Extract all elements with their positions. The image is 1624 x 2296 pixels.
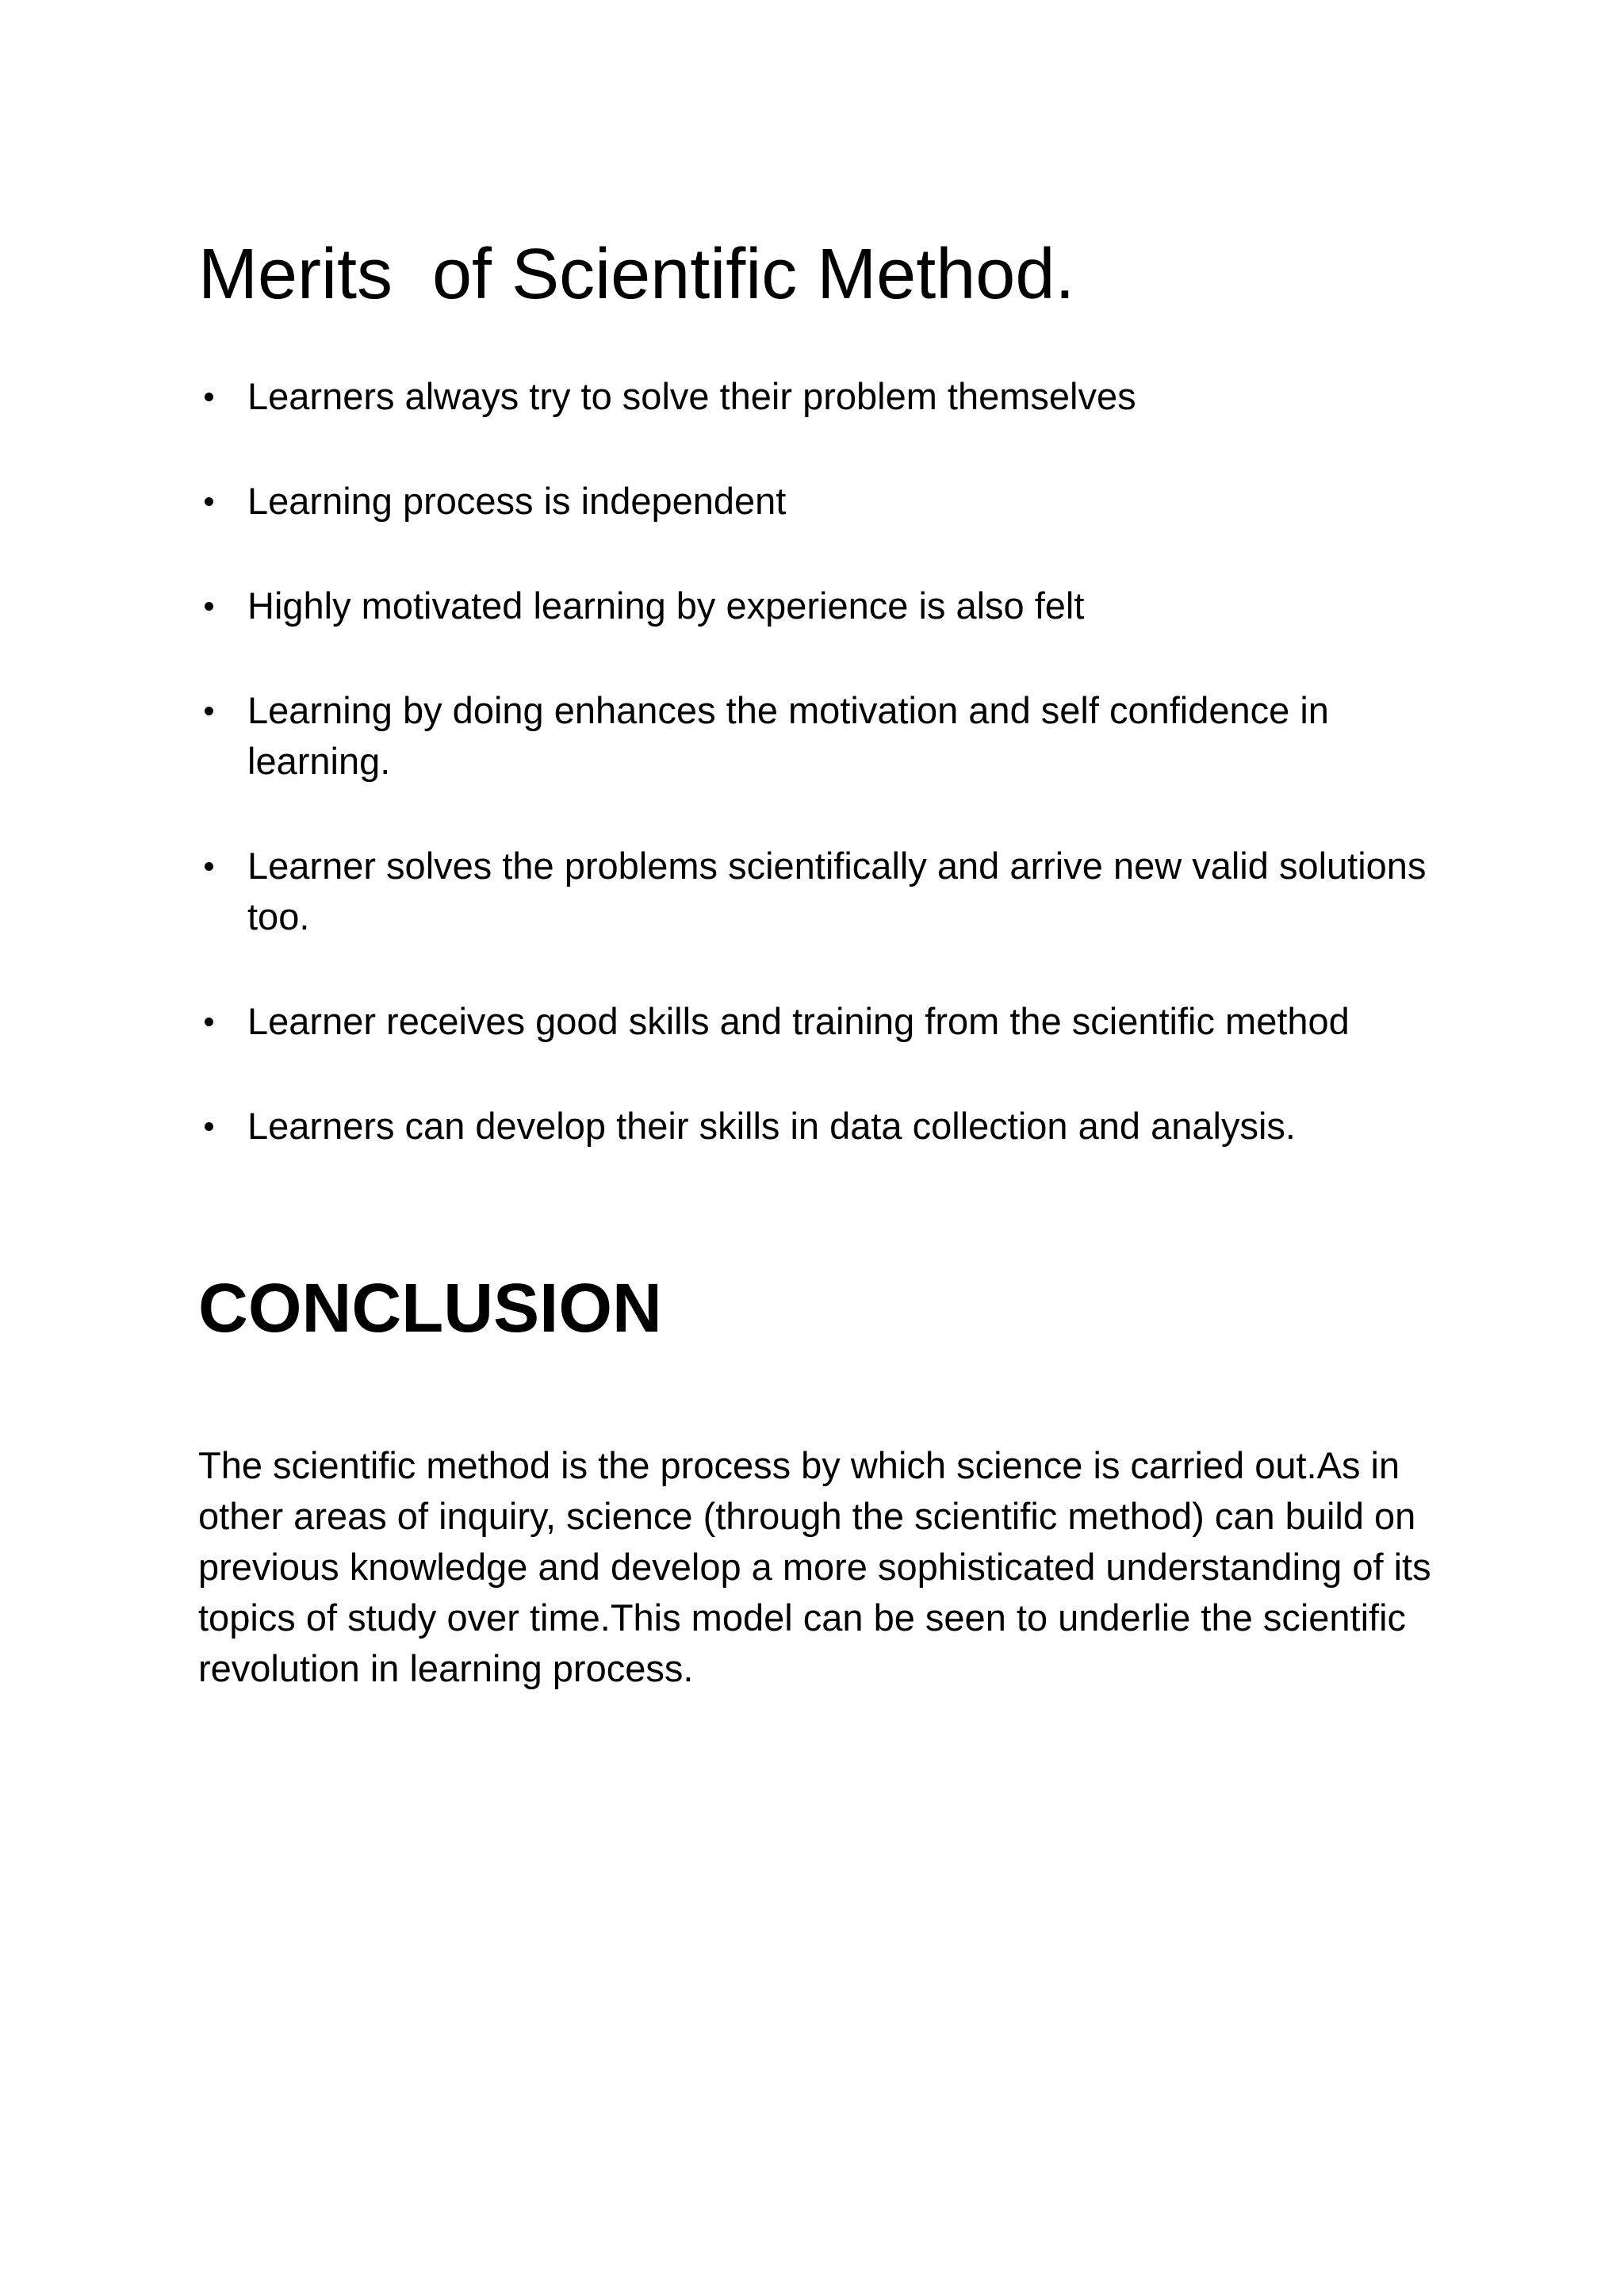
- bullet-icon: [205, 497, 213, 506]
- merit-item-4: [198, 685, 1435, 787]
- merit-text: Learner solves the problems scientifically and arrive new valid solutions too.: [247, 845, 1427, 937]
- merit-text: Learning process is independent: [247, 480, 787, 522]
- merits-list: [198, 371, 1435, 1152]
- bullet-icon: [205, 393, 213, 401]
- merit-text: Learning by doing enhances the motivation and self confidence in learning.: [247, 689, 1329, 782]
- page-title: Merits of Scientific Method.: [198, 235, 1075, 314]
- merit-text: Learner receives good skills and training from the scientific method: [247, 1000, 1350, 1042]
- conclusion-heading: CONCLUSION: [198, 1270, 662, 1347]
- merit-item-3: [198, 581, 1435, 631]
- merit-item-2: [198, 476, 1435, 527]
- bullet-icon: [205, 707, 213, 715]
- bullet-icon: [205, 862, 213, 871]
- merit-item-5: [198, 841, 1435, 942]
- merit-item-1: [198, 371, 1435, 422]
- merit-item-6: [198, 996, 1435, 1047]
- conclusion-paragraph: The scientific method is the process by which science is carried out.As in other areas of inquiry, science (through the scientific method) can build on previous knowledge and develop a more sophisticated understanding of its topics of study over time.This model can be seen to underlie the scientific revolution in learning process.: [198, 1444, 1431, 1689]
- merit-text: Learners can develop their skills in data collection and analysis.: [247, 1105, 1296, 1147]
- merit-text: Learners always try to solve their problem themselves: [247, 375, 1136, 417]
- bullet-icon: [205, 602, 213, 611]
- bullet-icon: [205, 1018, 213, 1026]
- bullet-icon: [205, 1122, 213, 1131]
- merit-text: Highly motivated learning by experience is also felt: [247, 585, 1085, 627]
- merit-item-7: [198, 1101, 1435, 1152]
